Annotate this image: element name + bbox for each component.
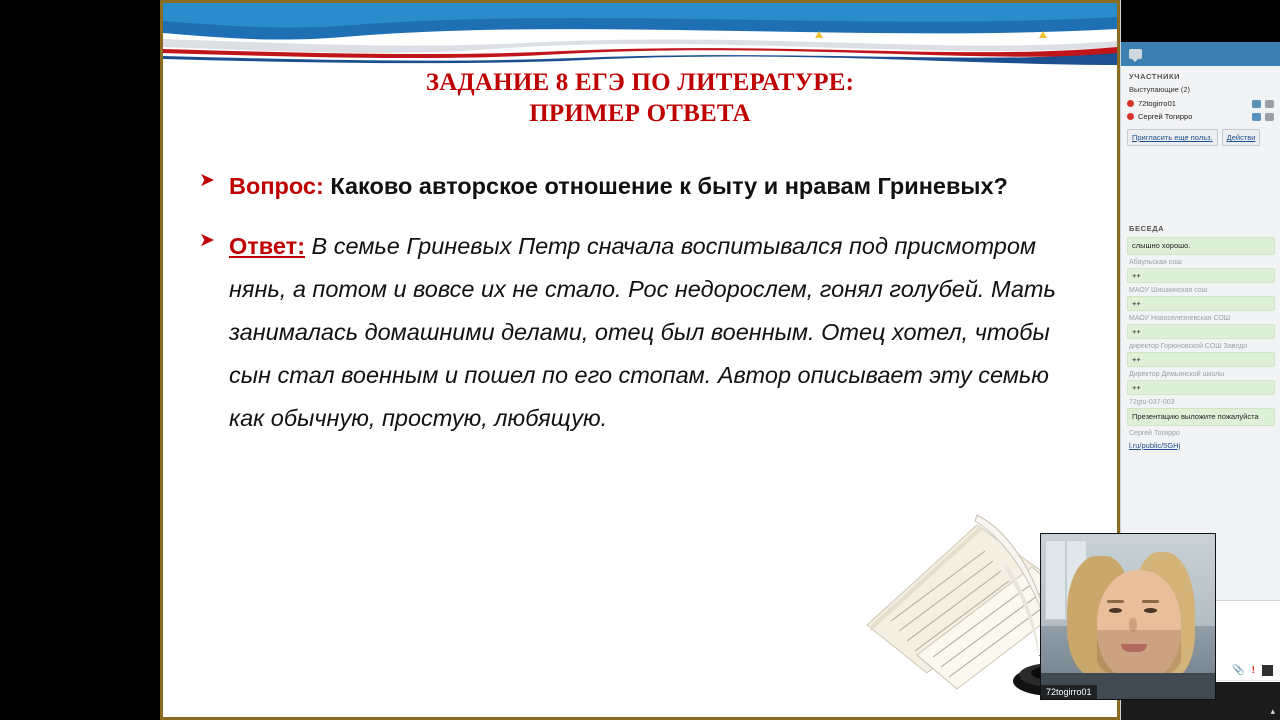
mic-icon[interactable] [1265, 100, 1274, 108]
slide-title-line1: ЗАДАНИЕ 8 ЕГЭ ПО ЛИТЕРАТУРЕ: [425, 69, 855, 96]
webcam-video [1041, 534, 1215, 699]
message-author: МАОУ Шишкинская сош [1129, 287, 1208, 294]
chat-bubble-icon[interactable] [1129, 49, 1142, 59]
exclamation-icon[interactable]: ! [1251, 665, 1255, 676]
message-author: Директор Демьянской школы [1129, 371, 1225, 378]
bullet-arrow-icon: ➤ [199, 169, 215, 191]
question-text: Каково авторское отношение к быту и нравам Гриневых? [323, 173, 1008, 199]
chat-shared-link[interactable]: l.ru/public/5GHj [1129, 441, 1181, 450]
answer-label: Ответ: [229, 233, 306, 259]
list-item: ++ [1127, 352, 1275, 367]
message-author: 72gtu-037-003 [1129, 399, 1175, 406]
chevron-up-icon[interactable]: ▴ [1270, 706, 1275, 716]
avatar-brow-left [1107, 600, 1124, 603]
message-author: МАОУ Новоселезневская СОШ [1129, 315, 1231, 322]
participant-name: 72togirro01 [1138, 99, 1176, 108]
answer-text: В семье Гриневых Петр сначала воспитывался под присмотром нянь, а потом и вовсе их не стало. Рос недорослем, гонял голубей. Мать занималась домашними делами, отец был военным. Отец хотел, чтобы сын стал военным и пошел по его стопам. Автор описывает эту семью как обычную, простую, любящую. [229, 233, 1056, 431]
list-item: слышно хорошо. [1127, 237, 1275, 255]
question-paragraph [229, 165, 1008, 207]
avatar-mouth [1121, 644, 1147, 652]
chat-icon[interactable] [1252, 100, 1261, 108]
answer-bullet [199, 225, 1079, 440]
slide-title-line2: ПРИМЕР ОТВЕТА [529, 100, 751, 127]
participant-actions [1121, 123, 1280, 152]
chat-header: БЕСЕДА [1129, 224, 1165, 233]
webcam-tile[interactable] [1040, 533, 1216, 700]
paperclip-icon[interactable]: 📎 [1232, 665, 1245, 676]
participant-name: Сергей Тогирро [1138, 112, 1193, 121]
letterbox-left [0, 0, 160, 720]
list-item[interactable] [1121, 110, 1280, 123]
chat-panel [1121, 220, 1280, 545]
presentation-slide [160, 0, 1120, 720]
avatar-nose [1129, 618, 1137, 632]
avatar-brow-right [1142, 600, 1159, 603]
webcam-name-label: 72togirro01 [1041, 685, 1097, 699]
mic-icon[interactable] [1265, 113, 1274, 121]
list-item: ++ [1127, 324, 1275, 339]
actions-button[interactable]: Действи [1222, 129, 1261, 146]
message-author: директор Горюновской СОШ Заводо [1129, 343, 1248, 350]
speakers-label: Выступающие (2) [1129, 85, 1191, 94]
send-icon[interactable] [1262, 665, 1273, 676]
message-author: Абаульская сош [1129, 259, 1182, 266]
avatar-eye-left [1109, 608, 1122, 613]
question-bullet [199, 165, 1079, 207]
list-item[interactable] [1121, 97, 1280, 110]
conference-topbar [1121, 0, 1280, 42]
chat-message-list[interactable] [1121, 237, 1280, 452]
avatar-eye-right [1144, 608, 1157, 613]
status-dot-icon [1127, 100, 1134, 107]
message-author: Сергей Тогирро [1129, 430, 1180, 437]
list-item: Презентацию выложите пожалуйста [1127, 408, 1275, 426]
answer-paragraph [229, 225, 1079, 440]
chat-icon[interactable] [1252, 113, 1261, 121]
page-title [163, 67, 1117, 129]
list-item: ++ [1127, 296, 1275, 311]
bullet-arrow-icon-2: ➤ [199, 229, 215, 251]
participants-header: УЧАСТНИКИ [1121, 66, 1280, 84]
question-label: Вопрос: [229, 173, 324, 199]
status-dot-icon [1127, 113, 1134, 120]
invite-users-button[interactable]: Пригласить еще польз. [1127, 129, 1218, 146]
list-item: ++ [1127, 268, 1275, 283]
list-item: ++ [1127, 380, 1275, 395]
slide-banner-decoration [163, 3, 1117, 65]
slide-body [199, 165, 1079, 458]
conference-toolbar[interactable] [1121, 42, 1280, 66]
